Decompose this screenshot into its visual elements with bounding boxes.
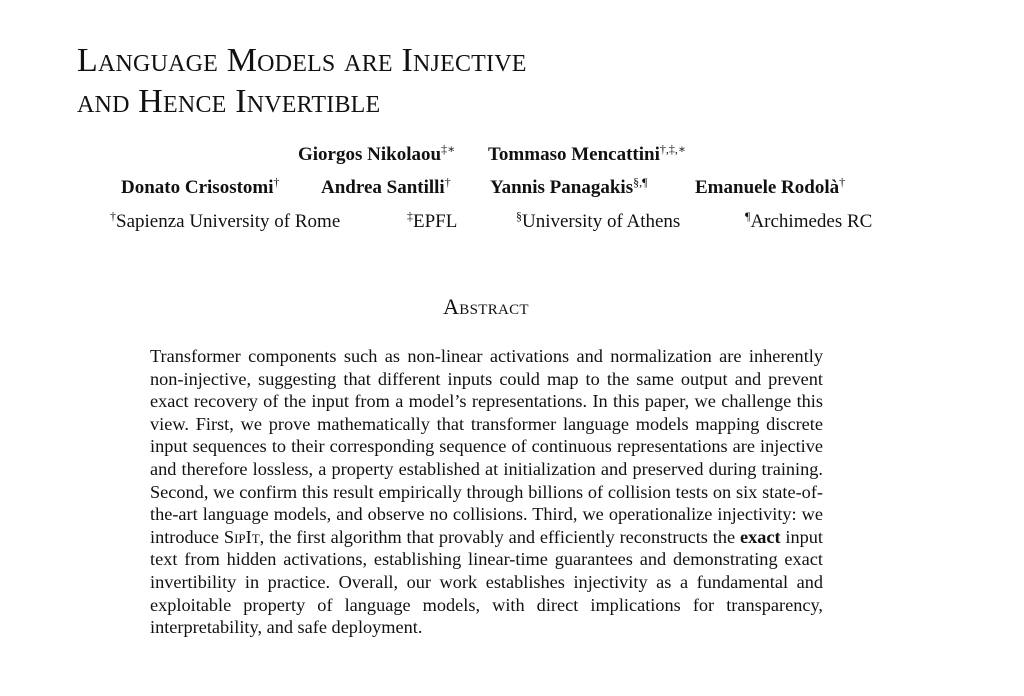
- emphasis-exact: exact: [739, 526, 781, 547]
- title-line-1: Language Models are Injective: [77, 42, 527, 79]
- affiliation-archimedes: ¶Archimedes RC: [745, 209, 873, 232]
- author-crisostomi: Donato Crisostomi†: [121, 175, 280, 198]
- abstract-heading: Abstract: [443, 294, 529, 319]
- author-mencattini: Tommaso Mencattini†,‡,∗: [488, 142, 687, 165]
- author-santilli: Andrea Santilli†: [321, 175, 451, 198]
- affiliation-epfl: ‡EPFL: [407, 209, 458, 232]
- author-marks: †: [444, 175, 451, 189]
- author-marks: ‡∗: [441, 142, 456, 156]
- author-marks: §,¶: [633, 175, 648, 189]
- author-marks: †,‡,∗: [659, 142, 687, 156]
- author-nikolaou: Giorgos Nikolaou‡∗: [298, 142, 456, 165]
- author-rodola: Emanuele Rodolà†: [695, 175, 846, 198]
- author-marks: †: [273, 175, 280, 189]
- affiliation-athens: §University of Athens: [516, 209, 681, 232]
- author-panagakis: Yannis Panagakis§,¶: [490, 175, 648, 198]
- paper-title: [77, 40, 527, 122]
- author-marks: †: [839, 175, 846, 189]
- abstract-text: Transformer components such as non-linear activations and normalization are inherently non-injective, suggesting that different inputs could map to the same output and prevent exact recovery of the input from a model’s representations. In this paper, we challenge this view. First, we prove mathematically that transformer language models mapping discrete input sequences to their corresponding sequence of continuous representations are injective and therefore lossless, a property established at initialization and preserved during training. Second, we confirm this result empirically through billions of collision tests on six state-of-the-art language models, and observe no collisions. Third, we operationalize injectivity: we introduce SipIt, the first algorithm that provably and efficiently reconstructs the exact input text from hidden activations, establishing linear-time guarantees and demonstrating exact invertibility in practice. Overall, our work establishes injectivity as a fundamental and exploitable property of language models, with direct implications for transparency, interpretability, and safe deployment.: [150, 346, 824, 638]
- title-line-2: and Hence Invertible: [77, 83, 381, 120]
- algorithm-name: SipIt: [223, 526, 260, 547]
- affiliation-sapienza: †Sapienza University of Rome: [110, 209, 341, 232]
